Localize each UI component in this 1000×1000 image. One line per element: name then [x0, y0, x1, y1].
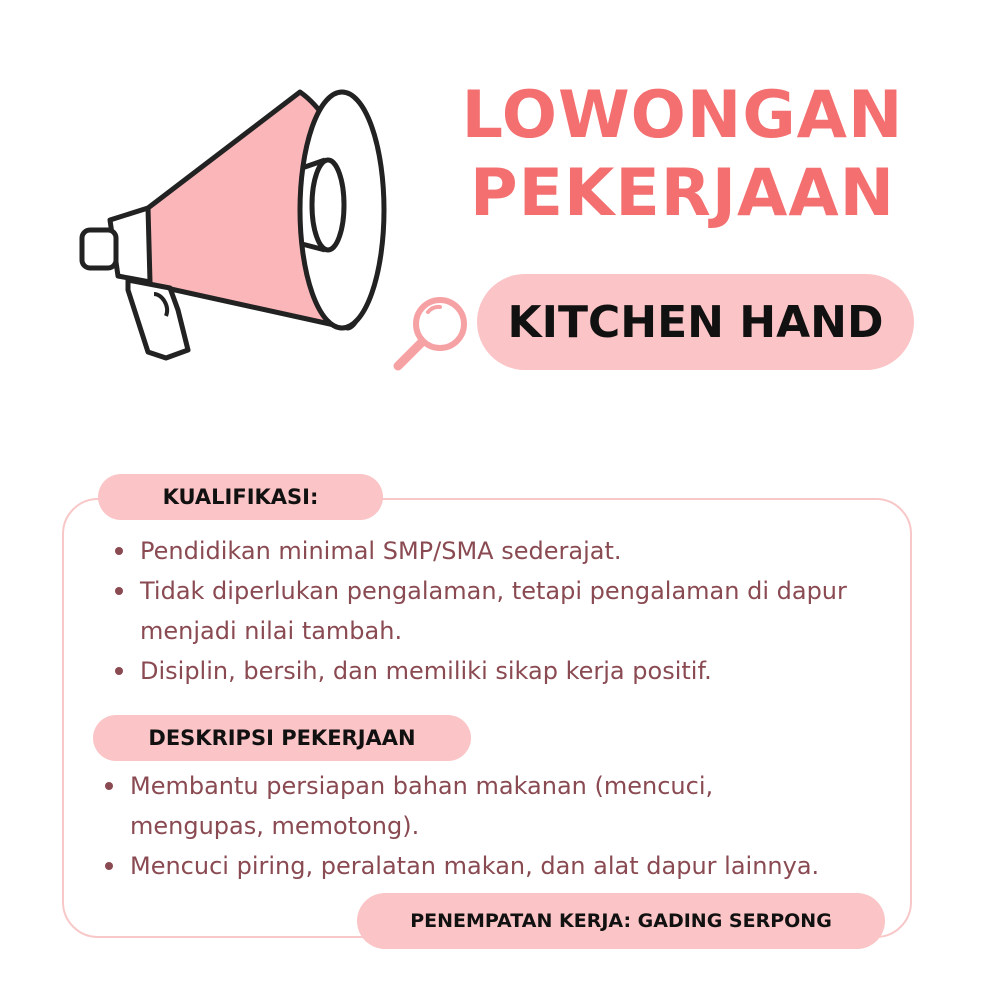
penempatan-badge — [357, 893, 885, 949]
kualifikasi-heading-badge — [98, 474, 383, 520]
deskripsi-heading-badge — [93, 715, 471, 761]
job-title: KITCHEN HAND — [507, 296, 884, 348]
list-item: Tidak diperlukan pengalaman, tetapi pengalaman di dapur menjadi nilai tambah. — [113, 571, 860, 651]
job-title-badge — [477, 274, 914, 370]
penempatan-label: PENEMPATAN KERJA: GADING SERPONG — [410, 910, 832, 932]
page-title-line2: PEKERJAAN — [469, 156, 896, 231]
kualifikasi-list — [113, 531, 873, 691]
page-title-line1: LOWONGAN — [461, 78, 904, 153]
deskripsi-heading: DESKRIPSI PEKERJAAN — [148, 726, 416, 750]
megaphone-icon — [70, 80, 400, 380]
list-item: Mencuci piring, peralatan makan, dan alat dapur lainnya. — [103, 846, 903, 886]
kualifikasi-heading: KUALIFIKASI: — [162, 485, 319, 509]
list-item: Membantu persiapan bahan makanan (mencuci, mengupas, memotong). — [103, 766, 810, 846]
list-item: Disiplin, bersih, dan memiliki sikap kerja positif. — [113, 651, 873, 691]
magnifier-icon — [388, 290, 478, 374]
deskripsi-list — [103, 766, 903, 886]
list-item: Pendidikan minimal SMP/SMA sederajat. — [113, 531, 873, 571]
